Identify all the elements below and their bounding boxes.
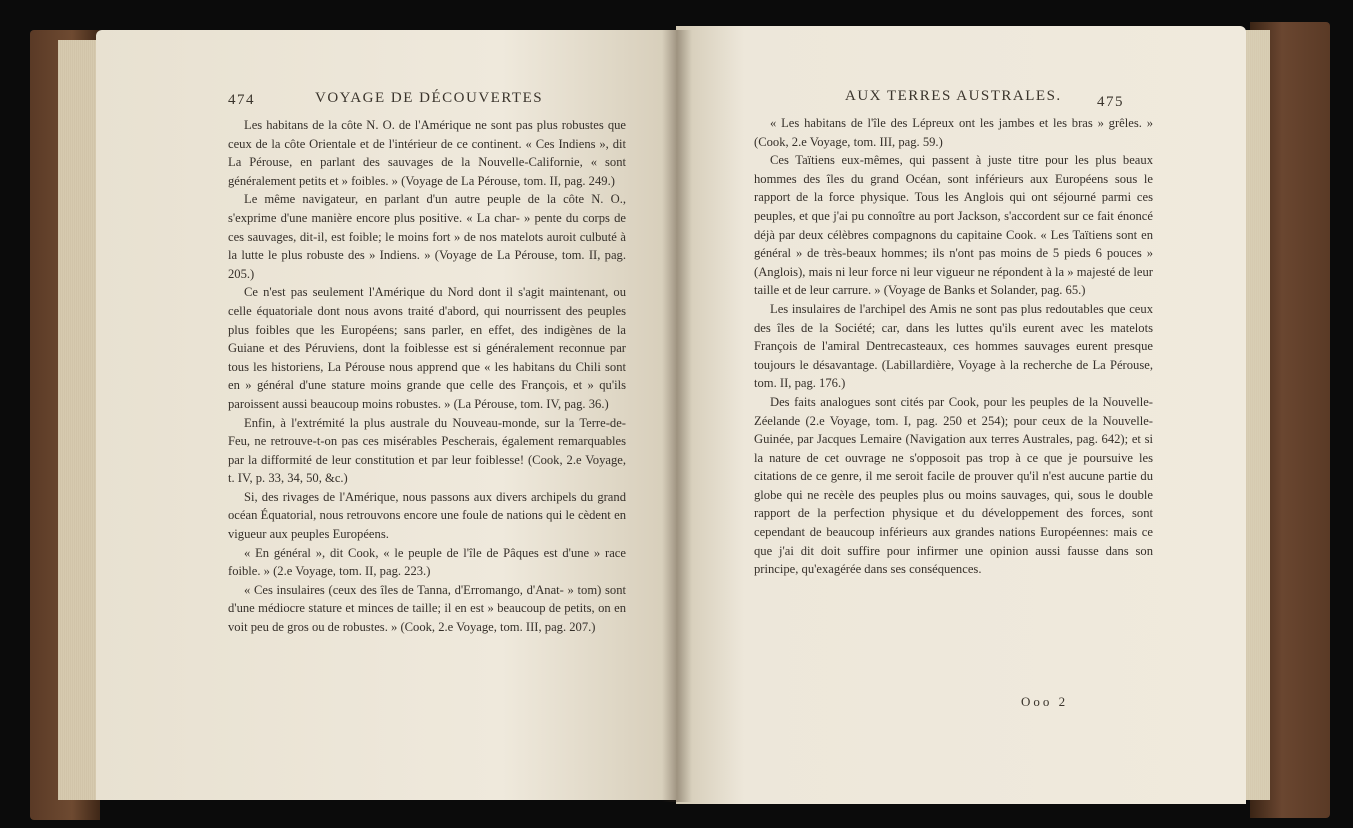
paragraph: Si, des rivages de l'Amérique, nous passons aux divers archipels du grand océan Équatorial, nous retrouvons encore une foule de nations qui le cèdent en vigueur aux peuples Européens. [228, 489, 626, 542]
paragraph: « Ces insulaires (ceux des îles de Tanna, d'Erromango, d'Anat- » tom) sont d'une médiocre stature et minces de taille; il en est » beaucoup de petits, on en voit peu de gros ou de robustes. » (Cook, 2.e Voyage, tom. III, pag. 207.) [228, 582, 626, 635]
left-page-text [228, 116, 626, 637]
left-page-number: 474 [228, 92, 255, 108]
paragraph: Les insulaires de l'archipel des Amis ne sont pas plus redoutables que ceux des îles de la Société; car, dans les luttes qu'ils eurent avec les matelots François de l'amiral Dentrecasteaux, ces hommes sauvages eurent presque toujours le désavantage. (Labillardière, Voyage à la recherche de La Pérouse, tom. II, pag. 176.) [754, 301, 1153, 391]
paragraph: « En général », dit Cook, « le peuple de l'île de Pâques est d'une » race foible. » (2.e Voyage, tom. II, pag. 223.) [228, 545, 626, 579]
signature-mark: Ooo 2 [1021, 694, 1069, 709]
paragraph: Le même navigateur, en parlant d'un autre peuple de la côte N. O., s'exprime d'une manière encore plus positive. « La char- » pente du corps de ces sauvages, dit-il, est foible; le moins fort » de nos matelots auroit culbuté à la lutte le plus robuste des » Indiens. » (Voyage de La Pérouse, tom. II, pag. 205.) [228, 192, 626, 281]
left-running-head: VOYAGE DE DÉCOUVERTES [315, 90, 544, 106]
right-running-head: AUX TERRES AUSTRALES. [845, 88, 1062, 104]
right-page-number: 475 [1097, 94, 1124, 110]
paragraph: Ces Taïtiens eux-mêmes, qui passent à juste titre pour les plus beaux hommes des îles du grand Océan, sont inférieurs aux Européens sous le rapport de la force physique. Tous les Anglois qui ont séjourné parmi ces peuples, et que j'ai pu connoître au port Jackson, s'accordent sur ce fait énoncé déjà par deux célèbres compagnons du capitaine Cook. « Les Taïtiens sont en général » de très-beaux hommes; ils n'ont pas moins de 5 pieds 6 pouces » (Anglois), mais ni leur force ni leur vigueur ne répondent à la » majesté de leur taille et de leur carrure. » (Voyage de Banks et Solander, pag. 65.) [754, 153, 1153, 298]
paragraph: Des faits analogues sont cités par Cook, pour les peuples de la Nouvelle-Zéelande (2.e Voyage, tom. I, pag. 250 et 254); pour ceux de la Nouvelle-Guinée, par Jacques Lemaire (Navigation aux terres Australes, pag. 642); et si la nature de cet ouvrage ne s'opposoit pas trop à ce que je poursuive les citations de ce genre, il me seroit facile de prouver qu'il n'est aucune partie du globe qui ne recèle des peuples plus ou moins sauvages, qui, sous le double rapport de la perfection physique et du développement des forces, sont cependant de beaucoup inférieurs aux grandes nations Européennes: mais ce que j'ai dit doit suffire pour infirmer une opinion aussi fausse dans son principe, qu'exagérée dans ses conséquences. [754, 394, 1153, 577]
book-gutter [662, 30, 692, 802]
paragraph: Enfin, à l'extrémité la plus australe du Nouveau-monde, sur la Terre-de-Feu, ne retrouve-t-on pas ces misérables Pescherais, également remarquables par la difformité de leur constitution et par leur foiblesse! (Cook, 2.e Voyage, t. IV, p. 33, 34, 50, &c.) [228, 415, 626, 486]
paragraph: Les habitans de la côte N. O. de l'Amérique ne sont pas plus robustes que ceux de la côte Orientale et de l'intérieur de ce continent. « Ces Indiens », dit La Pérouse, en parlant des sauvages de la Nouvelle-Californie, « sont généralement petits et » foibles. » (Voyage de La Pérouse, tom. II, pag. 249.) [228, 118, 626, 188]
right-page-text [754, 114, 1153, 579]
paragraph: « Les habitans de l'île des Lépreux ont les jambes et les bras » grêles. » (Cook, 2.e Voyage, tom. III, pag. 59.) [754, 116, 1153, 149]
paragraph: Ce n'est pas seulement l'Amérique du Nord dont il s'agit maintenant, ou celle équatoriale dont nous avons traité d'abord, qui nourrissent des peuples plus foibles que les Européens; sans parler, en effet, des indigènes de la Guiane et des Péruviens, dont la foiblesse est si généralement reconnue par tous les historiens, La Pérouse nous apprend que « les habitans du Chili sont en » général d'une stature moins grande que celle des François, et » qu'ils paroissent aussi beaucoup moins robustes. » (La Pérouse, tom. IV, pag. 36.) [228, 285, 626, 411]
